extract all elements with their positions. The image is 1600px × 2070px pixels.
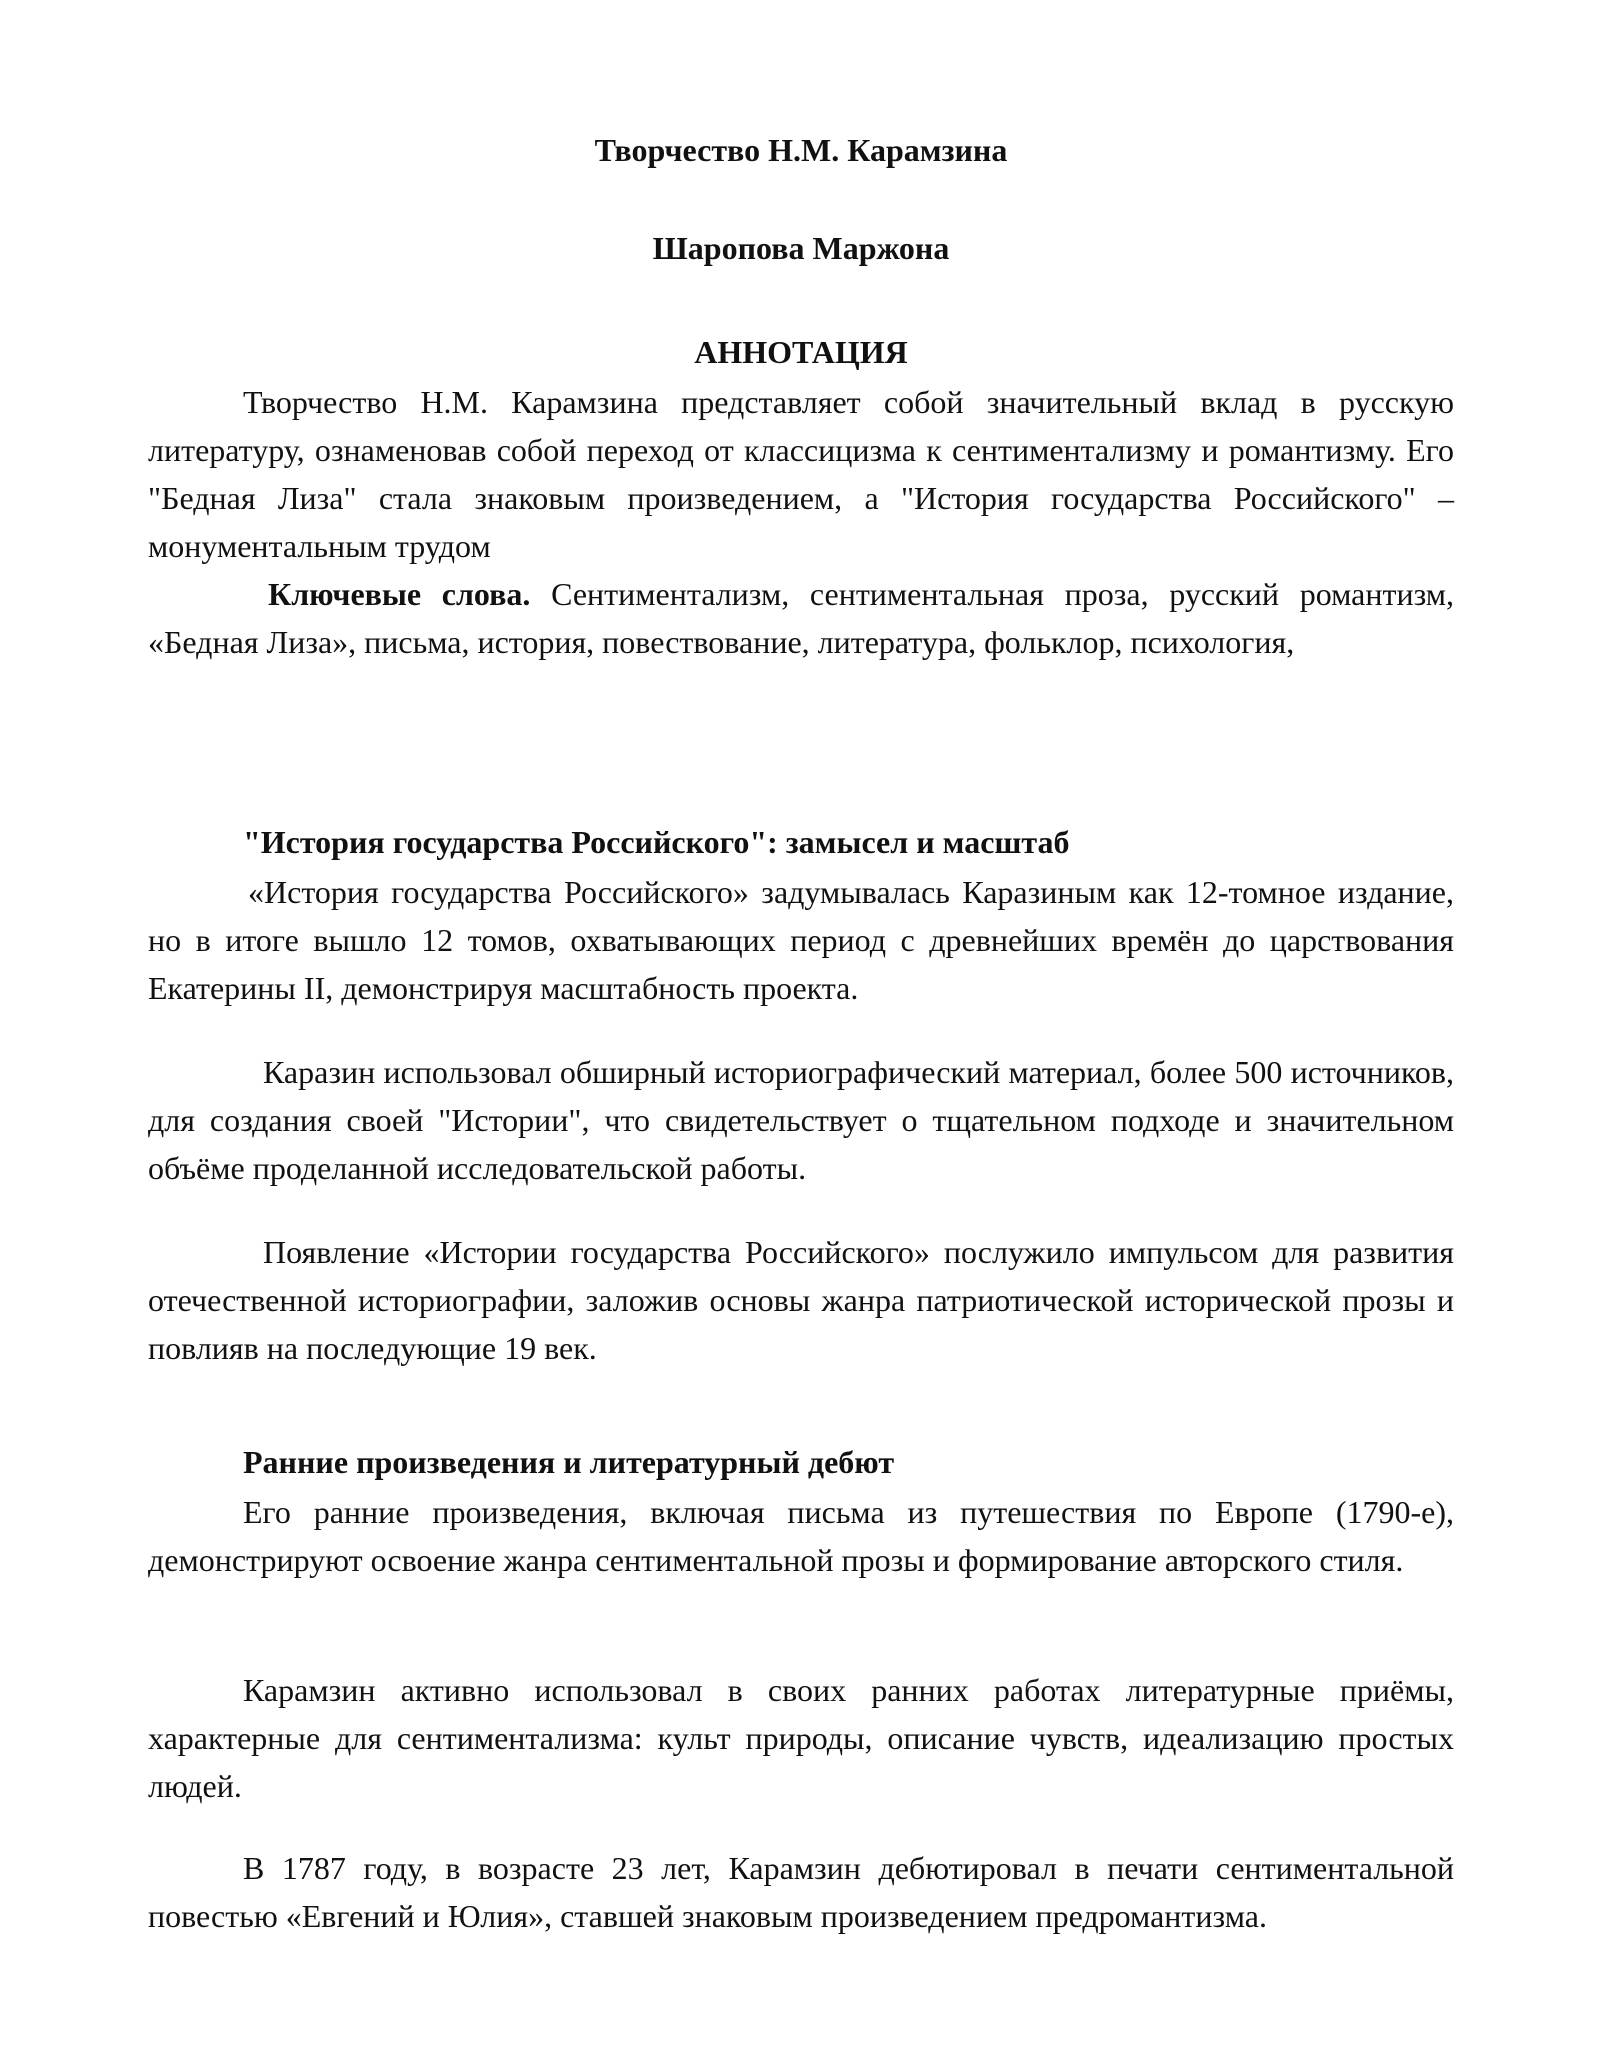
section2-paragraph: Карамзин активно использовал в своих ранних работах литературные приёмы, характерные для сентиментализма: культ природы, описание чувств, идеализацию простых людей. <box>148 1672 1454 1804</box>
keywords-text: Сентиментализм, сентиментальная проза, русский романтизм, «Бедная Лиза», письма, история, повествование, литература, фольклор, психология, <box>148 576 1455 660</box>
section1-paragraph: Каразин использовал обширный историографический материал, более 500 источников, для создания своей "Истории", что свидетельствует о тщательном подходе и значительном объёме проделанной исследовательской работы. <box>148 1054 1454 1186</box>
document-page <box>148 0 1454 2070</box>
annotation-heading: АННОТАЦИЯ <box>694 334 908 370</box>
author-name: Шаропова Маржона <box>652 230 950 266</box>
section1-paragraph: «История государства Российского» задумывалась Каразиным как 12-томное издание, но в итоге вышло 12 томов, охватывающих период с древнейших времён до царствования Екатерины II, демонстрируя масштабность проекта. <box>148 874 1454 1006</box>
keywords-label: Ключевые слова. <box>268 576 531 612</box>
annotation-text: Творчество Н.М. Карамзина представляет собой значительный вклад в русскую литературу, ознаменовав собой переход от классицизма к сентиментализму и романтизму. Его "Бедная Лиза" стала знаковым произведением, а "История государства Российского" – монументальным трудом <box>148 384 1454 564</box>
section-heading-history: "История государства Российского": замысел и масштаб <box>243 824 1070 860</box>
section-heading-early-works: Ранние произведения и литературный дебют <box>243 1444 895 1480</box>
section2-paragraph: Его ранние произведения, включая письма из путешествия по Европе (1790-е), демонстрируют освоение жанра сентиментальной прозы и формирование авторского стиля. <box>148 1494 1454 1578</box>
document-title: Творчество Н.М. Карамзина <box>594 132 1008 168</box>
keywords-paragraph <box>148 570 1454 666</box>
section1-paragraph: Появление «Истории государства Российского» послужило импульсом для развития отечественной историографии, заложив основы жанра патриотической исторической прозы и повлияв на последующие 19 век. <box>148 1234 1454 1366</box>
section2-paragraph: В 1787 году, в возрасте 23 лет, Карамзин дебютировал в печати сентиментальной повестью «Евгений и Юлия», ставшей знаковым произведением предромантизма. <box>148 1850 1454 1934</box>
